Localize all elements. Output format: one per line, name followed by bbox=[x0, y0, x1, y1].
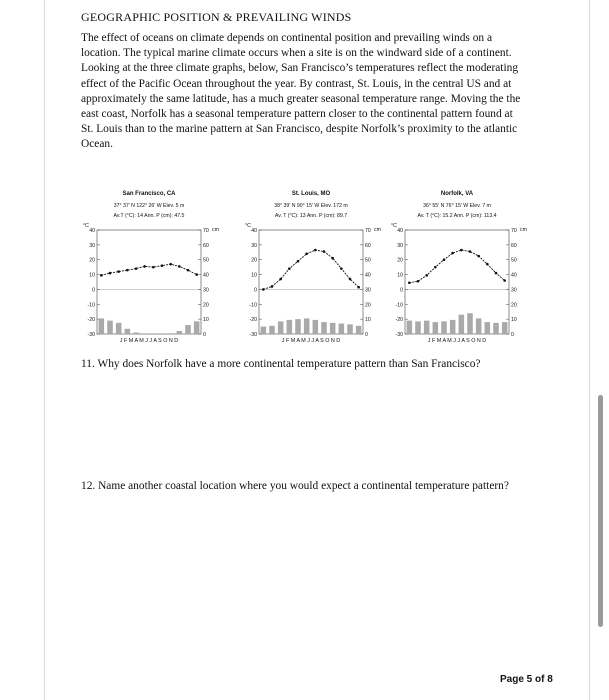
plot-frame bbox=[259, 230, 363, 334]
temperature-point bbox=[117, 270, 120, 273]
precipitation-bar bbox=[107, 321, 113, 334]
precipitation-tick-label: 60 bbox=[365, 242, 371, 249]
precipitation-bar bbox=[424, 321, 430, 334]
precipitation-bar bbox=[185, 325, 191, 334]
temperature-point bbox=[434, 266, 437, 269]
precipitation-bar bbox=[347, 324, 353, 334]
precipitation-bar bbox=[278, 321, 284, 334]
precipitation-tick-label: 70 bbox=[365, 228, 371, 234]
precipitation-bar bbox=[476, 318, 482, 334]
page-left-edge bbox=[44, 0, 45, 700]
precipitation-tick-label: 10 bbox=[365, 317, 371, 324]
question-12: 12. Name another coastal location where you would expect a continental temperature pattern? bbox=[81, 480, 509, 492]
temperature-tick-label: -30 bbox=[249, 332, 257, 338]
precipitation-bar bbox=[467, 313, 473, 334]
temperature-unit: °C bbox=[245, 223, 251, 229]
precipitation-bar bbox=[441, 321, 447, 334]
temperature-point bbox=[460, 249, 463, 252]
precipitation-tick-label: 10 bbox=[511, 317, 517, 324]
temperature-point bbox=[126, 269, 129, 272]
precipitation-bar bbox=[502, 322, 508, 334]
temperature-point bbox=[408, 281, 411, 284]
temperature-tick-label: -30 bbox=[87, 332, 95, 338]
temperature-tick-label: -10 bbox=[249, 302, 257, 309]
temperature-tick-label: 20 bbox=[397, 257, 403, 264]
precipitation-tick-label: 20 bbox=[365, 302, 371, 309]
chart-coordinates: 38° 39′ N 90° 15′ W Elev. 172 m bbox=[274, 203, 348, 209]
temperature-point bbox=[178, 265, 181, 268]
temperature-line bbox=[409, 250, 504, 283]
precipitation-bar bbox=[287, 320, 293, 334]
precipitation-bar bbox=[485, 322, 491, 334]
temperature-tick-label: 40 bbox=[397, 228, 403, 234]
climate-chart-st-louis bbox=[241, 190, 401, 350]
climate-chart-norfolk bbox=[387, 190, 547, 350]
temperature-point bbox=[279, 278, 282, 281]
precipitation-bar bbox=[99, 318, 105, 334]
question-11: 11. Why does Norfolk have a more continental temperature pattern than San Francisco? bbox=[81, 358, 481, 370]
precipitation-tick-label: 50 bbox=[365, 257, 371, 264]
temperature-tick-label: -10 bbox=[87, 302, 95, 309]
precipitation-tick-label: 30 bbox=[511, 287, 517, 294]
temperature-point bbox=[169, 263, 172, 266]
temperature-point bbox=[477, 255, 480, 258]
precipitation-unit: cm bbox=[212, 227, 219, 233]
temperature-point bbox=[314, 249, 317, 252]
chart-svg bbox=[79, 190, 239, 350]
temperature-point bbox=[323, 250, 326, 253]
temperature-point bbox=[135, 267, 138, 270]
precipitation-bar bbox=[356, 326, 362, 334]
intro-paragraph: The effect of oceans on climate depends on continental position and prevailing winds on a location. The typical marine climate occurs when a site is on the windward side of a continent. Looking at the three climate graphs, below, San Francisco’s temperatures reflect the moderating effect of the Pacific Ocean throughout the year. By contrast, St. Louis, in the central US and at approximately the same latitude, has a much greater seasonal temperature range. Moving the the east coast, Norfolk has a seasonal temperature pattern closer to the continental pattern found at St. Louis than to the marine pattern at San Francisco, despite Norfolk’s proximity to the atlantic Ocean. bbox=[81, 32, 521, 151]
precipitation-tick-label: 70 bbox=[203, 228, 209, 234]
temperature-tick-label: 20 bbox=[89, 257, 95, 264]
chart-title: Norfolk, VA bbox=[440, 191, 474, 197]
month-axis-labels: J F M A M J J A S O N D bbox=[427, 338, 487, 344]
temperature-tick-label: 10 bbox=[397, 272, 403, 279]
precipitation-bar bbox=[313, 320, 319, 334]
precipitation-tick-label: 40 bbox=[203, 272, 209, 279]
precipitation-bar bbox=[415, 321, 421, 334]
temperature-point bbox=[195, 273, 198, 276]
temperature-tick-label: 30 bbox=[397, 242, 403, 249]
precipitation-tick-label: 0 bbox=[203, 332, 206, 338]
temperature-tick-label: -20 bbox=[395, 317, 403, 324]
precipitation-tick-label: 20 bbox=[511, 302, 517, 309]
precipitation-tick-label: 50 bbox=[511, 257, 517, 264]
temperature-point bbox=[425, 274, 428, 277]
plot-frame bbox=[97, 230, 201, 334]
precipitation-tick-label: 60 bbox=[511, 242, 517, 249]
precipitation-bar bbox=[459, 315, 465, 334]
month-axis-labels: J F M A M J J A S O N D bbox=[281, 338, 341, 344]
plot-frame bbox=[405, 230, 509, 334]
temperature-tick-label: -20 bbox=[87, 317, 95, 324]
temperature-point bbox=[152, 266, 155, 269]
temperature-tick-label: 20 bbox=[251, 257, 257, 264]
temperature-tick-label: -10 bbox=[395, 302, 403, 309]
precipitation-bar bbox=[125, 329, 131, 334]
precipitation-bar bbox=[133, 333, 139, 334]
temperature-point bbox=[271, 285, 274, 288]
precipitation-tick-label: 40 bbox=[511, 272, 517, 279]
precipitation-tick-label: 10 bbox=[203, 317, 209, 324]
temperature-tick-label: 30 bbox=[89, 242, 95, 249]
temperature-point bbox=[443, 258, 446, 261]
temperature-point bbox=[451, 252, 454, 255]
precipitation-unit: cm bbox=[374, 227, 381, 233]
precipitation-bar bbox=[295, 319, 301, 334]
climate-chart-san-francisco bbox=[79, 190, 239, 350]
precipitation-bar bbox=[433, 322, 439, 334]
chart-title: San Francisco, CA bbox=[122, 191, 176, 197]
chart-averages: Av. T (°C): 13 Ann. P (cm): 89.7 bbox=[274, 213, 348, 219]
temperature-point bbox=[305, 252, 308, 255]
temperature-point bbox=[297, 260, 300, 263]
temperature-point bbox=[100, 274, 103, 277]
temperature-point bbox=[161, 264, 164, 267]
temperature-unit: °C bbox=[391, 223, 397, 229]
temperature-point bbox=[495, 272, 498, 275]
temperature-tick-label: 40 bbox=[251, 228, 257, 234]
precipitation-bar bbox=[194, 321, 200, 334]
temperature-point bbox=[417, 280, 420, 283]
temperature-tick-label: -20 bbox=[249, 317, 257, 324]
temperature-point bbox=[503, 279, 506, 282]
precipitation-bar bbox=[407, 321, 413, 334]
precipitation-bar bbox=[168, 333, 174, 334]
temperature-point bbox=[109, 272, 112, 275]
chart-averages: Av. T (°C): 15.2 Ann. P (cm): 113.4 bbox=[417, 213, 497, 219]
precipitation-bar bbox=[450, 320, 456, 334]
temperature-point bbox=[486, 263, 489, 266]
page-right-edge bbox=[589, 0, 590, 700]
precipitation-bar bbox=[304, 318, 310, 334]
temperature-line bbox=[101, 264, 196, 275]
precipitation-tick-label: 70 bbox=[511, 228, 517, 234]
temperature-tick-label: 0 bbox=[254, 287, 257, 294]
temperature-tick-label: 0 bbox=[92, 287, 95, 294]
precipitation-tick-label: 0 bbox=[365, 332, 368, 338]
temperature-tick-label: 10 bbox=[89, 272, 95, 279]
temperature-point bbox=[357, 286, 360, 289]
vertical-scrollbar[interactable] bbox=[598, 395, 603, 627]
page-title: GEOGRAPHIC POSITION & PREVAILING WINDS bbox=[81, 10, 352, 24]
chart-coordinates: 36° 55′ N 76° 15′ W Elev. 7 m bbox=[423, 203, 491, 209]
temperature-point bbox=[143, 265, 146, 268]
precipitation-bar bbox=[177, 331, 183, 334]
precipitation-bar bbox=[330, 323, 336, 334]
precipitation-bar bbox=[321, 322, 327, 334]
chart-coordinates: 37° 37′ N 122° 26′ W Elev. 5 m bbox=[113, 203, 185, 209]
precipitation-bar bbox=[269, 326, 275, 334]
precipitation-bar bbox=[339, 324, 345, 334]
month-axis-labels: J F M A M J J A S O N D bbox=[119, 338, 179, 344]
precipitation-bar bbox=[116, 323, 122, 334]
temperature-tick-label: 10 bbox=[251, 272, 257, 279]
chart-averages: Av.T (°C): 14 Ann. P (cm): 47.5 bbox=[113, 213, 185, 219]
temperature-tick-label: -30 bbox=[395, 332, 403, 338]
precipitation-bar bbox=[142, 333, 148, 334]
temperature-point bbox=[349, 278, 352, 281]
temperature-point bbox=[187, 269, 190, 272]
precipitation-tick-label: 20 bbox=[203, 302, 209, 309]
temperature-tick-label: 0 bbox=[400, 287, 403, 294]
temperature-point bbox=[262, 288, 265, 291]
precipitation-bar bbox=[493, 323, 499, 334]
temperature-tick-label: 40 bbox=[89, 228, 95, 234]
precipitation-tick-label: 30 bbox=[365, 287, 371, 294]
precipitation-tick-label: 50 bbox=[203, 257, 209, 264]
temperature-tick-label: 30 bbox=[251, 242, 257, 249]
chart-svg bbox=[241, 190, 401, 350]
precipitation-bar bbox=[261, 327, 267, 334]
temperature-unit: °C bbox=[83, 223, 89, 229]
precipitation-tick-label: 40 bbox=[365, 272, 371, 279]
temperature-point bbox=[288, 267, 291, 270]
temperature-point bbox=[340, 267, 343, 270]
chart-svg bbox=[387, 190, 547, 350]
precipitation-unit: cm bbox=[520, 227, 527, 233]
page-number: Page 5 of 8 bbox=[500, 674, 553, 685]
precipitation-tick-label: 0 bbox=[511, 332, 514, 338]
precipitation-tick-label: 60 bbox=[203, 242, 209, 249]
temperature-point bbox=[469, 250, 472, 253]
temperature-point bbox=[331, 257, 334, 260]
precipitation-tick-label: 30 bbox=[203, 287, 209, 294]
chart-title: St. Louis, MO bbox=[291, 191, 331, 197]
temperature-line bbox=[263, 250, 358, 289]
